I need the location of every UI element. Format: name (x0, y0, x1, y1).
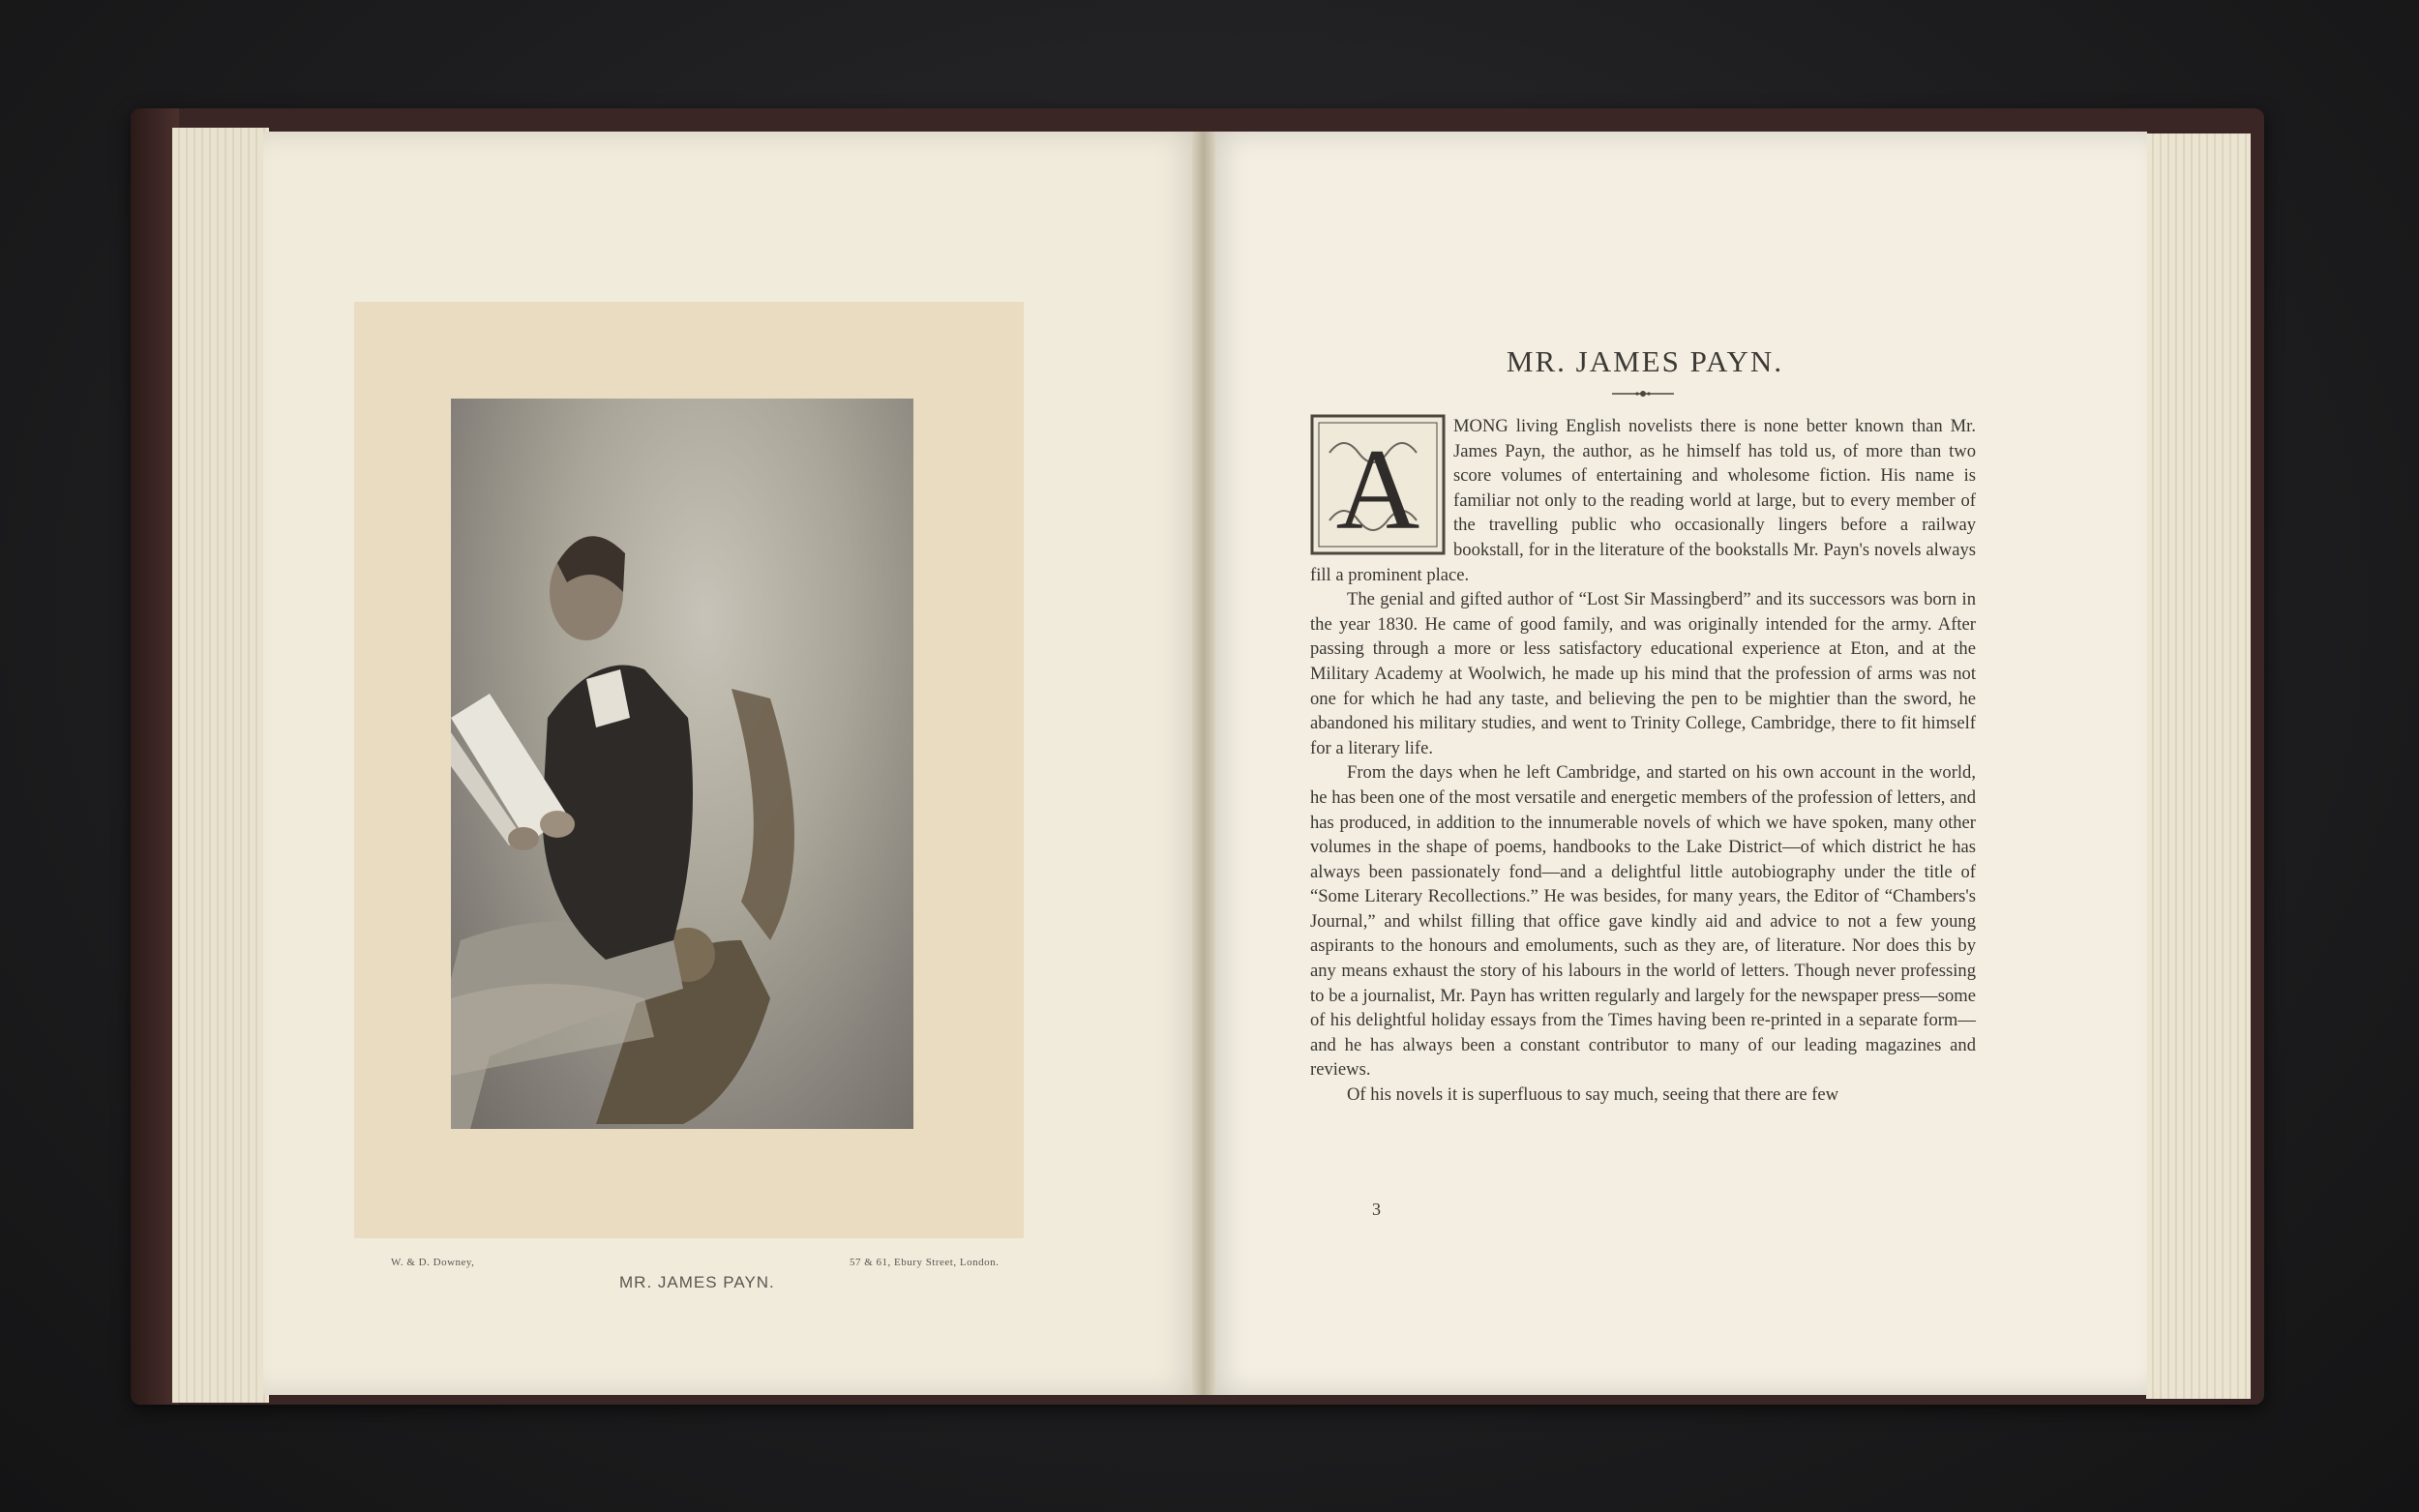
photographer-credit: W. & D. Downey, (391, 1257, 475, 1268)
svg-text:A: A (1335, 425, 1420, 553)
photographer-address: 57 & 61, Ebury Street, London. (850, 1257, 1000, 1268)
page-number: 3 (1372, 1200, 1381, 1219)
paragraph-2: The genial and gifted author of “Lost Sir Massingberd” and its successors was born in the year 1830. He came of good family, and was originally intended for the army. After passing through a more or less satisfactory educational experience at Eton, and at the Military Academy at Woolwich, he made up his mind that the profession of arms was not one for which he had any taste, and believing the pen to be mightier than the sword, he abandoned his military studies, and went to Trinity College, Cambridge, there to fit himself for a literary life. (1310, 589, 1976, 758)
paragraph-3: From the days when he left Cambridge, and started on his own account in the world, he has been one of the most versatile and energetic members of the profession of letters, and has produced, in addition to the innumerable novels of which we have spoken, many other volumes in the shape of poems, handbooks to the Lake District—of which district he has always been passionately fond—and a delightful little autobiography under the title of “Some Literary Recollections.” He was besides, for many years, the Editor of “Chambers's Journal,” and whilst filling that office gave kindly aid and advice to not a few young aspirants to the honours and emoluments, such as they are, of literature. Nor does this by any means exhaust the story of his labours in the world of letters. Though never professing to be a journalist, Mr. Payn has written regularly and largely for the newspaper press—some of his delightful holiday essays from the Times having been re-printed in a separate form—and he has always been a constant contributor to many of our leading magazines and reviews. (1310, 762, 1976, 1081)
left-page-edges (172, 128, 269, 1403)
photo-caption: MR. JAMES PAYN. (619, 1273, 775, 1291)
title-ornament (1612, 387, 1674, 400)
portrait-photograph (451, 399, 913, 1129)
page-title: MR. JAMES PAYN. (1506, 344, 1784, 378)
book-gutter (1192, 132, 1215, 1395)
paragraph-1 (1310, 414, 1976, 587)
right-page-edges (2146, 133, 2251, 1399)
dropcap-box (1310, 414, 1453, 559)
paragraph-1-text: MONG living English novelists there is none better known than Mr. James Payn, the author, as he himself has told us, of more than two score volumes of entertaining and wholesome fiction. His name is familiar not only to the reading world at large, but to every member of the travelling public who occasionally lingers before a railway bookstall, for in the literature of the bookstalls Mr. Payn's novels always fill a prominent place. (1310, 416, 1976, 585)
dropcap-letter (1310, 414, 1446, 555)
paragraph-4: Of his novels it is superfluous to say much, seeing that there are few (1347, 1084, 1839, 1106)
article-body (1310, 414, 1976, 1108)
portrait-illustration (451, 399, 913, 1129)
